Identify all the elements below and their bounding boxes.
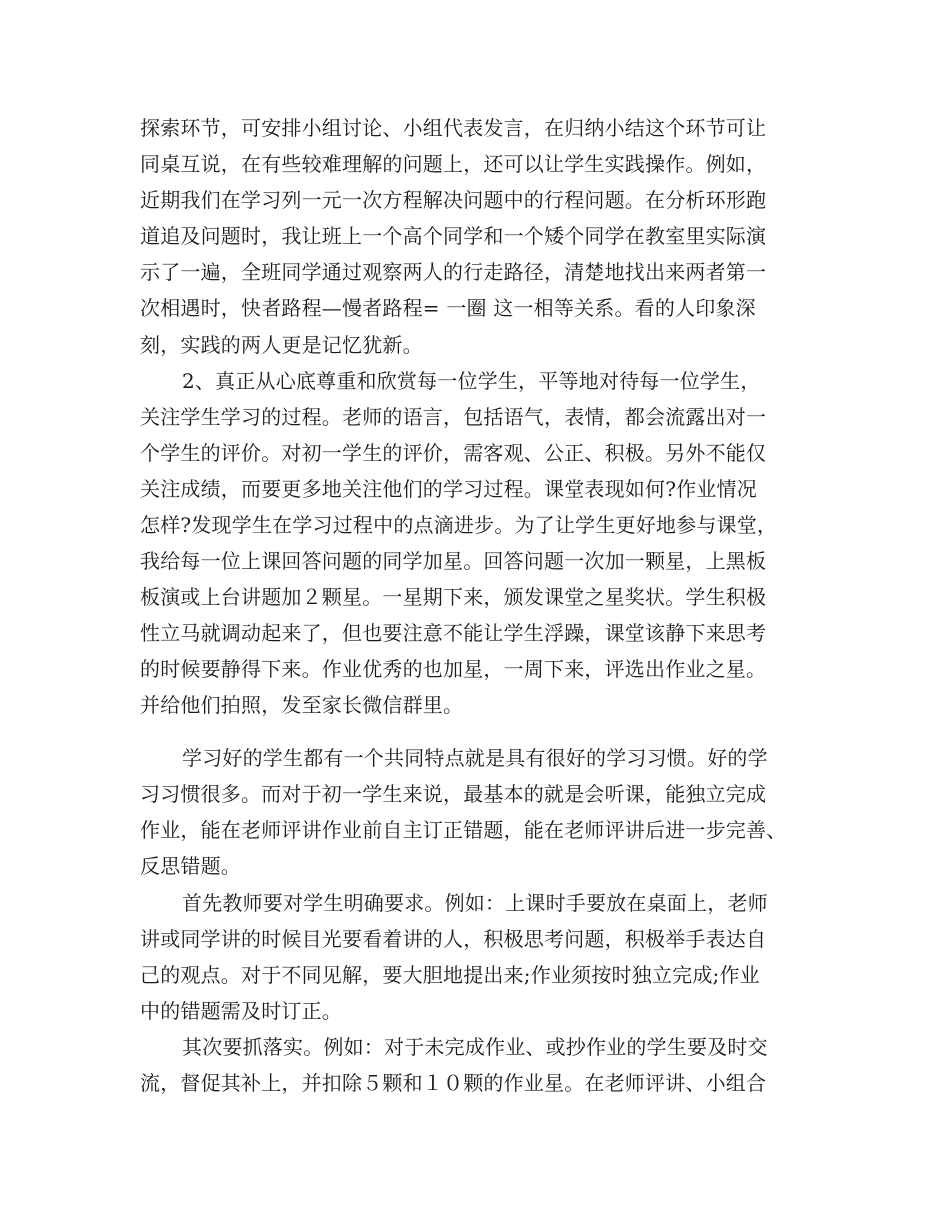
text-line: 刻，实践的两人更是记忆犹新。 bbox=[140, 333, 423, 357]
text-line: 近期我们在学习列一元一次方程解决问题中的行程问题。在分析环形跑 bbox=[140, 188, 767, 212]
text-line: 的时候要静得下来。作业优秀的也加星，一周下来，评选出作业之星。 bbox=[140, 657, 767, 681]
text-line: 关注学生学习的过程。老师的语言，包括语气，表情，都会流露出对一 bbox=[140, 405, 767, 429]
paragraph-start-line: 首先教师要对学生明确要求。例如：上课时手要放在桌面上，老师 bbox=[182, 891, 768, 915]
text-line: 示了一遍，全班同学通过观察两人的行走路径，清楚地找出来两者第一 bbox=[140, 260, 767, 284]
text-line: 我给每一位上课回答问题的同学加星。回答问题一次加一颗星，上黑板 bbox=[140, 549, 767, 573]
text-line: 中的错题需及时订正。 bbox=[140, 999, 342, 1023]
paragraph-start-line: 学习好的学生都有一个共同特点就是具有很好的学习习惯。好的学 bbox=[182, 746, 768, 770]
text-line: 性立马就调动起来了，但也要注意不能让学生浮躁，课堂该静下来思考 bbox=[140, 621, 767, 645]
text-line: 探索环节，可安排小组讨论、小组代表发言，在归纳小结这个环节可让 bbox=[140, 116, 767, 140]
text-line: 个学生的评价。对初一学生的评价，需客观、公正、积极。另外不能仅 bbox=[140, 441, 767, 465]
text-line: 反思错题。 bbox=[140, 854, 241, 878]
text-line: 讲或同学讲的时候目光要看着讲的人，积极思考问题，积极举手表达自 bbox=[140, 927, 767, 951]
text-line: 流，督促其补上，并扣除５颗和１０颗的作业星。在老师评讲、小组合 bbox=[140, 1071, 767, 1095]
text-line: 习习惯很多。而对于初一学生来说，最基本的就是会听课，能独立完成 bbox=[140, 782, 767, 806]
text-line: 己的观点。对于不同见解，要大胆地提出来;作业须按时独立完成;作业 bbox=[140, 963, 760, 987]
paragraph-start-line: 2、真正从心底尊重和欣赏每一位学生，平等地对待每一位学生， bbox=[182, 369, 761, 393]
text-line: 次相遇时，快者路程—慢者路程= 一圈 这一相等关系。看的人印象深 bbox=[140, 296, 756, 320]
text-line: 作业，能在老师评讲作业前自主订正错题，能在老师评讲后进一步完善、 bbox=[140, 818, 787, 842]
text-line: 并给他们拍照，发至家长微信群里。 bbox=[140, 693, 464, 717]
text-line: 怎样?发现学生在学习过程中的点滴进步。为了让学生更好地参与课堂， bbox=[140, 513, 778, 537]
text-line: 关注成绩，而要更多地关注他们的学习过程。课堂表现如何?作业情况 bbox=[140, 477, 757, 501]
text-line: 道追及问题时，我让班上一个高个同学和一个矮个同学在教室里实际演 bbox=[140, 224, 767, 248]
text-line: 板演或上台讲题加２颗星。一星期下来，颁发课堂之星奖状。学生积极 bbox=[140, 585, 767, 609]
paragraph-start-line: 其次要抓落实。例如：对于未完成作业、或抄作业的学生要及时交 bbox=[182, 1035, 768, 1059]
text-line: 同桌互说，在有些较难理解的问题上，还可以让学生实践操作。例如， bbox=[140, 152, 767, 176]
